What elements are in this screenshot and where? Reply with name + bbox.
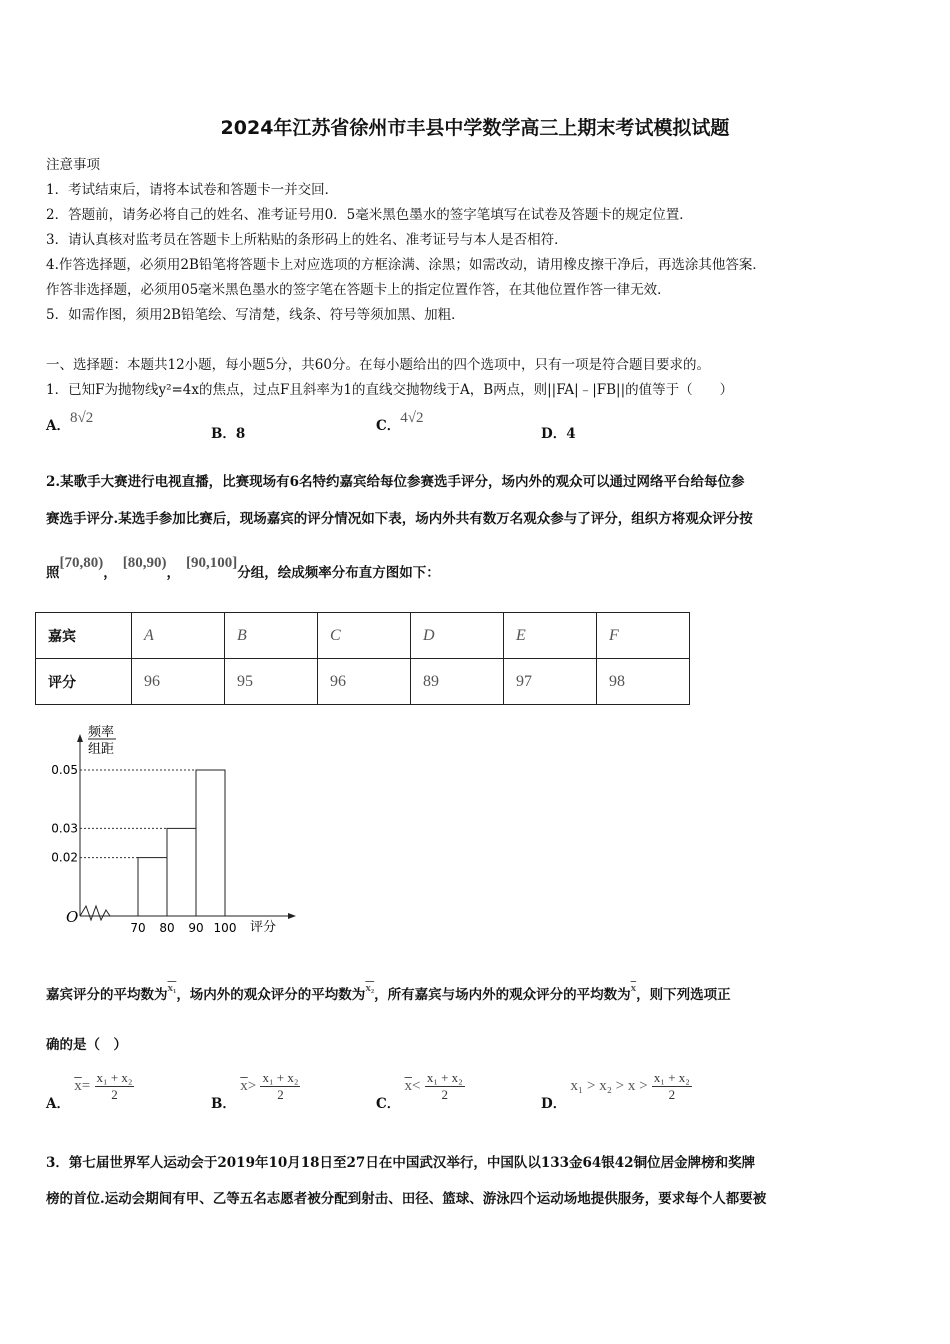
- table-row-scores: [36, 659, 690, 705]
- q3-line-1: 3．第七届世界军人运动会于2019年10月18日至27日在中国武汉举行，中国队以133金64银42铜位居金牌榜和奖牌: [46, 1155, 756, 1171]
- x-axis-arrow: [288, 913, 296, 919]
- q1-option-c: C．4√2: [376, 410, 424, 434]
- x-axis-label: 评分: [250, 920, 277, 935]
- x-tick-label: 100: [213, 921, 237, 935]
- interval-1: [70,80): [59, 555, 104, 571]
- table-head-guest: 嘉宾: [36, 613, 132, 659]
- mean-x1: x₁: [167, 982, 177, 994]
- table-cell: D: [411, 613, 504, 659]
- guest-score-table: [35, 612, 690, 705]
- q1-option-a: A．8√2: [46, 410, 94, 434]
- mean-x2: x₂: [365, 982, 375, 994]
- q1-option-b: B．8: [211, 426, 246, 442]
- table-row-guests: [36, 613, 690, 659]
- table-cell: 97: [504, 659, 597, 705]
- interval-3: [90,100]: [186, 555, 238, 571]
- table-head-score: 评分: [36, 659, 132, 705]
- y-axis-label-bottom: 组距: [88, 742, 115, 757]
- x-tick-label: 90: [188, 921, 204, 935]
- axis-break: [80, 906, 110, 920]
- notice-item-1: 1．考试结束后，请将本试卷和答题卡一并交回．: [46, 182, 339, 198]
- table-cell: 96: [318, 659, 411, 705]
- histogram-bar: [167, 828, 196, 916]
- origin-label: O: [66, 908, 79, 926]
- mean-x: x: [630, 982, 637, 994]
- q2-line-3: 照[70,80)，[80,90)，[90,100]分组，绘成频率分布直方图如下：: [46, 555, 440, 581]
- notice-item-3: 3．请认真核对监考员在答题卡上所粘贴的条形码上的姓名、准考证号与本人是否相符．: [46, 232, 568, 248]
- q2-line-1: 2.某歌手大赛进行电视直播，比赛现场有6名特约嘉宾给每位参赛选手评分，场内外的观众可以通过网络平台给每位参: [46, 474, 745, 490]
- notice-item-2: 2．答题前，请务必将自己的姓名、准考证号用0．5毫米黑色墨水的签字笔填写在试卷及答题卡的规定位置．: [46, 207, 693, 223]
- q2-option-d: D． x₁ > x₂ > x > $\frac{\text{x₁ + x₂}}{2}$: [541, 1070, 690, 1112]
- interval-2: [80,90): [122, 555, 167, 571]
- table-cell: B: [225, 613, 318, 659]
- table-cell: A: [132, 613, 225, 659]
- table-cell: 89: [411, 659, 504, 705]
- y-tick-label: 0.05: [51, 763, 78, 777]
- table-cell: 98: [597, 659, 690, 705]
- x-tick-label: 80: [159, 921, 175, 935]
- notice-heading: 注意事项: [46, 157, 100, 173]
- q2-option-b: B． $\overline{x}>$ $\frac{\text{x₁ + x₂}}{2}$: [211, 1070, 299, 1112]
- table-cell: 96: [132, 659, 225, 705]
- section-heading: 一、选择题：本题共12小题，每小题5分，共60分。在每小题给出的四个选项中，只有一项是符合题目要求的。: [46, 357, 710, 373]
- q2-after-line-2: 确的是（ ）: [46, 1037, 127, 1053]
- q3-line-2: 榜的首位.运动会期间有甲、乙等五名志愿者被分配到射击、田径、篮球、游泳四个运动场地提供服务，要求每个人都要被: [46, 1191, 767, 1207]
- q2-option-a: A． $\overline{x}=$ $\frac{\text{x₁ + x₂}}{2}$: [46, 1070, 133, 1112]
- histogram-bar: [138, 858, 167, 916]
- q2-option-c: C． $\overline{x}<$ $\frac{\text{x₁ + x₂}}{2}$: [376, 1070, 463, 1112]
- notice-item-5: 5．如需作图，须用2B铅笔绘、写清楚，线条、符号等须加黑、加粗．: [46, 307, 465, 323]
- q1-option-d: D．4: [541, 426, 576, 442]
- x-tick-label: 70: [130, 921, 146, 935]
- q1-stem: 1．已知F为抛物线y²=4x的焦点，过点F且斜率为1的直线交抛物线于A，B两点，则||FA|﹣|FB||的值等于（ ）: [46, 382, 734, 398]
- table-cell: 95: [225, 659, 318, 705]
- table-cell: E: [504, 613, 597, 659]
- page-title: 2024年江苏省徐州市丰县中学数学高三上期末考试模拟试题: [220, 117, 730, 139]
- q2-line-2: 赛选手评分.某选手参加比赛后，现场嘉宾的评分情况如下表，场内外共有数万名观众参与了评分，组织方将观众评分按: [46, 511, 753, 527]
- notice-item-4-cont: 作答非选择题，必须用05毫米黑色墨水的签字笔在答题卡上的指定位置作答，在其他位置作答一律无效．: [46, 282, 671, 298]
- y-tick-label: 0.02: [51, 850, 78, 865]
- y-axis-arrow: [77, 734, 83, 742]
- frequency-histogram: [51, 720, 310, 940]
- histogram-bar: [196, 770, 225, 916]
- y-tick-label: 0.03: [51, 821, 78, 836]
- q2-after-line-1: 嘉宾评分的平均数为$^{x_1}$，场内外的观众评分的平均数为$^{x_2}$，所有嘉宾与场内外的观众评分的平均数为$^{\overline{x}}$，则下列选项正: [46, 982, 731, 1003]
- y-axis-label-top: 频率: [88, 725, 115, 740]
- notice-item-4: 4.作答选择题，必须用2B铅笔将答题卡上对应选项的方框涂满、涂黑；如需改动，请用橡皮擦干净后，再选涂其他答案．: [46, 257, 766, 273]
- table-cell: C: [318, 613, 411, 659]
- table-cell: F: [597, 613, 690, 659]
